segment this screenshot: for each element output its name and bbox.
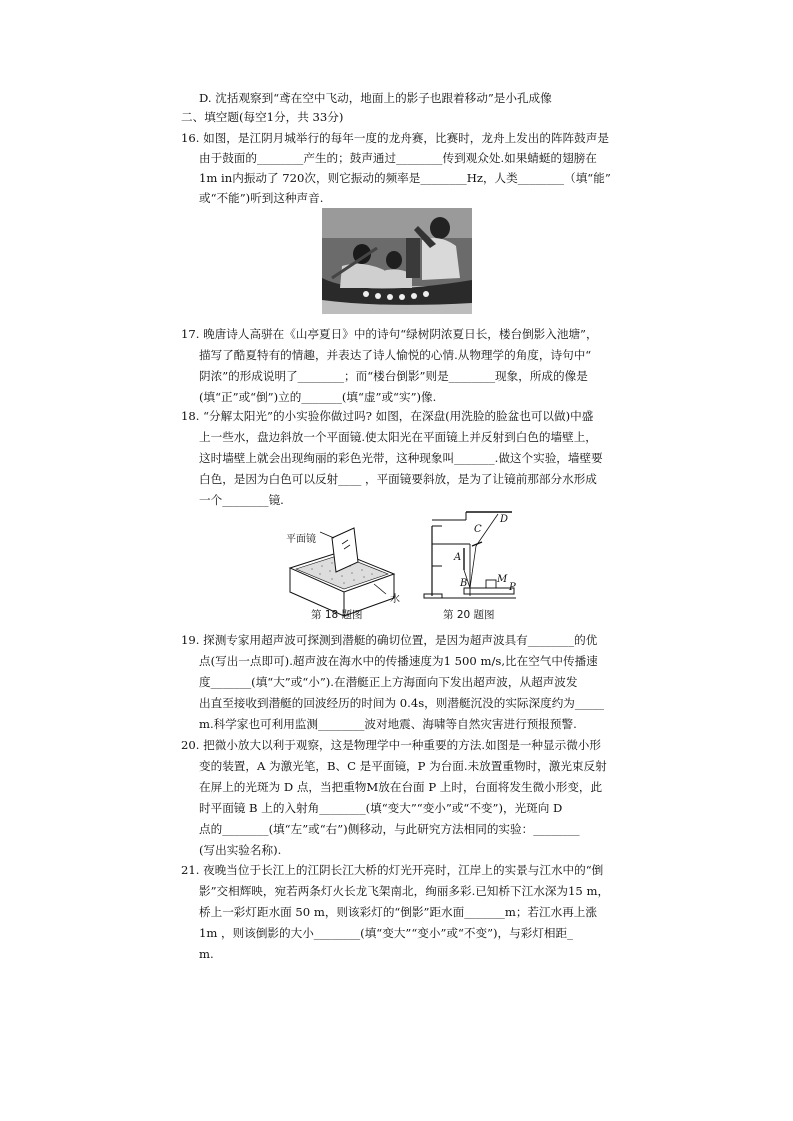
figure-20 [420,506,520,602]
text-line-l02: 二、填空题(每空1分，共 33分) [181,110,344,124]
text-line-l24: 时平面镜 B 上的入射角________(填“变大”“变小”或“不变”)，光斑向 D [199,801,563,815]
fig18-caption: 第 18 题图 [311,609,363,621]
fig20-label-D: D [500,514,509,525]
text-line-l11: 18. “分解太阳光”的小实验你做过吗? 如图，在深盘(用洗脸的脸盆也可以做)中盛 [181,409,594,423]
text-line-l27: 21. 夜晚当位于长江上的江阴长江大桥的灯光开亮时，江岸上的实景与江水中的“倒 [181,863,604,877]
fig20-label-C: C [474,524,482,535]
text-line-l30: 1m ，则该倒影的大小________(填“变大”“变小”或“不变”)，与彩灯相距_ [199,926,573,940]
fig20-label-P: P [509,582,516,593]
text-line-l04: 由于鼓面的________产生的；鼓声通过________传到观众处.如果蜻蜓的翅膀在 [199,151,597,165]
text-line-l08: 描写了酷夏特有的情趣，并表达了诗人愉悦的心情.从物理学的角度，诗句中“ [199,348,592,362]
dragon-boat-photo [322,208,472,314]
text-line-l31: m. [199,947,214,961]
text-line-l10: (填“正”或“倒”)立的_______(填“虚”或“实”)像. [199,390,437,404]
fig18-mirror-label: 平面镜 [286,534,316,545]
text-line-l28: 影”交相辉映，宛若两条灯火长龙飞架南北，绚丽多彩.已知桥下江水深为15 m， [199,884,610,898]
text-line-l26: (写出实验名称). [199,843,282,857]
text-line-l22: 变的装置，A 为激光笔，B、C 是平面镜，P 为台面.未放置重物时，激光束反射 [199,759,607,773]
text-line-l23: 在屏上的光斑为 D 点，当把重物M放在台面 P 上时，台面将发生微小形变，此 [199,780,603,794]
text-line-l18: 度_______(填“大”或“小”).在潜艇正上方海面向下发出超声波，从超声波发 [199,675,578,689]
fig20-label-A: A [454,552,462,563]
text-line-l03: 16. 如图，是江阴月城举行的每年一度的龙舟赛，比赛时，龙舟上发出的阵阵鼓声是 [181,131,609,145]
text-line-l07: 17. 晚唐诗人高骈在《山亭夏日》中的诗句“绿树阴浓夏日长，楼台倒影入池塘”， [181,327,598,341]
text-line-l20: m.科学家也可利用监测________波对地震、海啸等自然灾害进行预报预警. [199,717,577,731]
text-line-l19: 出直至接收到潜艇的回波经历的时间为 0.4s，则潜艇沉没的实际深度约为_____ [199,696,604,710]
text-line-l13: 这时墙壁上就会出现绚丽的彩色光带，这种现象叫_______.做这个实验，墙壁要 [199,451,603,465]
fig20-label-B: B [460,578,468,589]
text-line-l16: 19. 探测专家用超声波可探测到潜艇的确切位置，是因为超声波具有________的优 [181,633,598,647]
text-line-l25: 点的________(填“左”或“右”)侧移动，与此研究方法相同的实验：________ [199,822,580,836]
fig20-caption: 第 20 题图 [443,609,495,621]
text-line-l01: D. 沈括观察到“鸢在空中飞动，地面上的影子也跟着移动”是小孔成像 [199,91,552,105]
text-line-l12: 上一些水，盘边斜放一个平面镜.使太阳光在平面镜上并反射到白色的墙壁上， [199,430,597,444]
text-line-l09: 阴浓”的形成说明了________；而“楼台倒影”则是________现象，所成的像是 [199,369,588,383]
text-line-l14: 白色，是因为白色可以反射____ ，平面镜要斜放，是为了让镜前那部分水形成 [199,472,597,486]
text-line-l17: 点(写出一点即可).超声波在海水中的传播速度为1 500 m/s,比在空气中传播速 [199,654,598,668]
text-line-l29: 桥上一彩灯距水面 50 m，则该彩灯的“倒影”距水面_______m；若江水再上涨 [199,905,597,919]
fig20-label-M: M [497,574,508,585]
text-line-l06: 或“不能”)听到这种声音. [199,191,324,205]
text-line-l05: 1m in内振动了 720次，则它振动的频率是________Hz，人类________（填“能” [199,171,611,185]
text-line-l21: 20. 把微小放大以利于观察，这是物理学中一种重要的方法.如图是一种显示微小形 [181,738,601,752]
fig18-water-label: 水 [390,594,400,605]
text-line-l15: 一个________镜. [199,493,284,507]
